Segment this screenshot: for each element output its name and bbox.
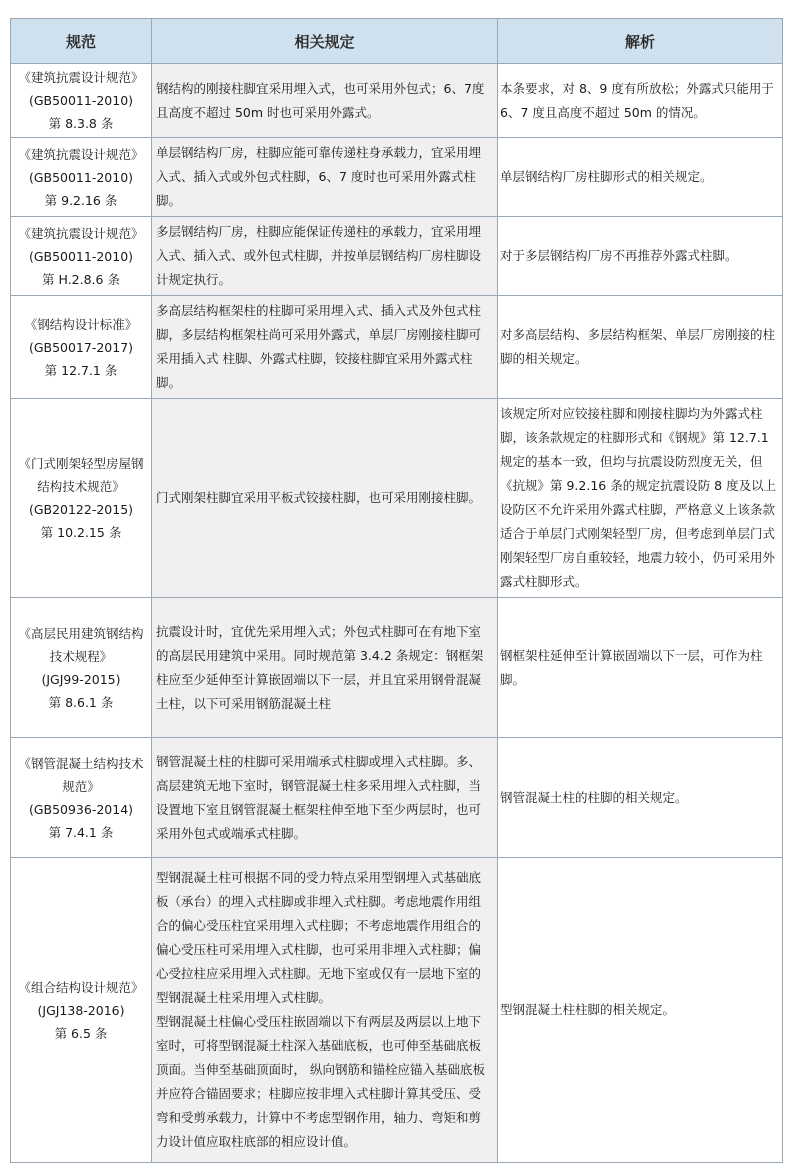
analysis-cell: 单层钢结构厂房柱脚形式的相关规定。 <box>498 138 783 217</box>
table-row <box>11 598 783 738</box>
regulation-text: 多高层结构框架柱的柱脚可采用埋入式、插入式及外包式柱脚，多层结构框架柱尚可采用外露式，单层厂房刚接柱脚可采用插入式 柱脚、外露式柱脚，铰接柱脚宜采用外露式柱脚。 <box>156 303 482 390</box>
code-cell <box>11 64 152 138</box>
code-number: (JGJ99-2015) <box>41 671 121 687</box>
regulation-table <box>10 18 783 1163</box>
header-analysis: 解析 <box>498 19 783 64</box>
regulation-cell <box>152 296 498 399</box>
regulation-text: 型钢混凝土柱可根据不同的受力特点采用型钢埋入式基础底板（承台）的埋入式柱脚或非埋入式柱脚。考虑地震作用组合的偏心受压柱宜采用埋入式柱脚；不考虑地震作用组合的偏心受压柱可采用埋入式柱脚，也可采用非埋入式柱脚；偏心受拉柱应采用埋入式柱脚。无地下室或仅有一层地下室的型钢混凝土柱采用埋入式柱脚。 <box>156 870 482 1005</box>
code-clause: 第 12.7.1 条 <box>44 362 118 378</box>
regulation-cell <box>152 858 498 1163</box>
table-row <box>11 738 783 858</box>
regulation-text: 多层钢结构厂房，柱脚应能保证传递柱的承载力，宜采用埋入式、插入式、或外包式柱脚，并按单层钢结构厂房柱脚设计规定执行。 <box>156 224 482 287</box>
regulation-text: 钢管混凝土柱的柱脚可采用端承式柱脚或埋入式柱脚。多、高层建筑无地下室时，钢管混凝土柱多采用埋入式柱脚，当设置地下室且钢管混凝土框架柱伸至地下至少两层时，也可采用外包式或端承式柱脚。 <box>156 753 482 841</box>
code-number: (JGJ138-2016) <box>37 1002 125 1018</box>
table-row <box>11 858 783 1163</box>
code-title: 《高层民用建筑钢结构技术规程》 <box>18 625 144 664</box>
analysis-cell: 对多高层结构、多层结构框架、单层厂房刚接的柱脚的相关规定。 <box>498 296 783 399</box>
code-number: (GB50011-2010) <box>28 248 134 264</box>
code-number: (GB50011-2010) <box>28 93 134 108</box>
code-title: 《建筑抗震设计规范》 <box>18 225 144 241</box>
analysis-cell: 对于多层钢结构厂房不再推荐外露式柱脚。 <box>498 217 783 296</box>
table-header-row <box>11 19 783 64</box>
header-code: 规范 <box>11 19 152 64</box>
regulation-cell <box>152 598 498 738</box>
code-cell <box>11 598 152 738</box>
code-title: 《钢管混凝土结构技术规范》 <box>18 755 144 794</box>
regulation-cell <box>152 138 498 217</box>
regulation-text: 型钢混凝土柱偏心受压柱嵌固端以下有两层及两层以上地下室时，可将型钢混凝土柱深入基础底板，也可伸至基础底板顶面。当伸至基础顶面时， 纵向钢筋和锚栓应锚入基础底板并应符合锚固要求；柱脚应按非埋入式柱脚计算其受压、受弯和受剪承载力，计算中不考虑型钢作用，轴力、弯矩和剪力设计值应取柱底部的相应设计值。 <box>156 1014 485 1149</box>
table-row <box>11 296 783 399</box>
code-cell <box>11 217 152 296</box>
header-regulation: 相关规定 <box>152 19 498 64</box>
code-number: (GB50017-2017) <box>28 339 134 355</box>
code-cell <box>11 138 152 217</box>
code-cell <box>11 296 152 399</box>
code-title: 《建筑抗震设计规范》 <box>18 70 144 85</box>
code-clause: 第 8.3.8 条 <box>48 116 114 131</box>
regulation-cell <box>152 64 498 138</box>
code-title: 《建筑抗震设计规范》 <box>18 146 144 162</box>
regulation-cell <box>152 738 498 858</box>
analysis-cell: 该规定所对应铰接柱脚和刚接柱脚均为外露式柱脚，该条款规定的柱脚形式和《钢规》第 12.7.1 规定的基本一致，但均与抗震设防烈度无关，但《抗规》第 9.2.16 条的规定抗震设防 8 度及以上设防区不允许采用外露式柱脚，严格意义上该条款适合于单层门式刚架轻型厂房，但考虑到单层门式刚架轻型厂房自重较轻，地震力较小，仍可采用外露式柱脚形式。 <box>498 399 783 598</box>
regulation-cell <box>152 399 498 598</box>
code-clause: 第 6.5 条 <box>54 1025 108 1041</box>
code-cell <box>11 738 152 858</box>
regulation-text: 门式刚架柱脚宜采用平板式铰接柱脚，也可采用刚接柱脚。 <box>156 490 482 505</box>
code-number: (GB20122-2015) <box>28 502 134 517</box>
code-clause: 第 H.2.8.6 条 <box>42 271 120 287</box>
code-title: 《钢结构设计标准》 <box>24 316 138 332</box>
code-clause: 第 10.2.15 条 <box>40 525 122 540</box>
analysis-cell: 本条要求，对 8、9 度有所放松；外露式只能用于 6、7 度且高度不超过 50m 的情况。 <box>498 64 783 138</box>
regulation-text: 抗震设计时，宜优先采用埋入式；外包式柱脚可在有地下室的高层民用建筑中采用。同时规范第 3.4.2 条规定：钢框架柱应至少延伸至计算嵌固端以下一层，并且宜采用钢骨混凝土柱，以下可采用钢筋混凝土柱 <box>156 623 484 711</box>
analysis-cell: 型钢混凝土柱柱脚的相关规定。 <box>498 858 783 1163</box>
code-title: 《门式刚架轻型房屋钢结构技术规范》 <box>18 456 144 494</box>
analysis-cell: 钢管混凝土柱的柱脚的相关规定。 <box>498 738 783 858</box>
table-row <box>11 64 783 138</box>
code-number: (GB50011-2010) <box>28 169 134 185</box>
table-row <box>11 138 783 217</box>
code-title: 《组合结构设计规范》 <box>18 979 144 995</box>
table-row <box>11 217 783 296</box>
code-cell <box>11 858 152 1163</box>
regulation-text: 单层钢结构厂房，柱脚应能可靠传递柱身承载力，宜采用埋入式、插入式或外包式柱脚，6、7 度时也可采用外露式柱脚。 <box>156 145 482 208</box>
regulation-cell <box>152 217 498 296</box>
regulation-text: 钢结构的刚接柱脚宜采用埋入式，也可采用外包式；6、7度且高度不超过 50m 时也可采用外露式。 <box>156 80 485 120</box>
analysis-cell: 钢框架柱延伸至计算嵌固端以下一层，可作为柱脚。 <box>498 598 783 738</box>
code-clause: 第 7.4.1 条 <box>48 824 114 840</box>
code-clause: 第 9.2.16 条 <box>44 192 118 208</box>
code-cell <box>11 399 152 598</box>
code-clause: 第 8.6.1 条 <box>48 694 114 710</box>
table-row <box>11 399 783 598</box>
code-number: (GB50936-2014) <box>28 801 134 817</box>
